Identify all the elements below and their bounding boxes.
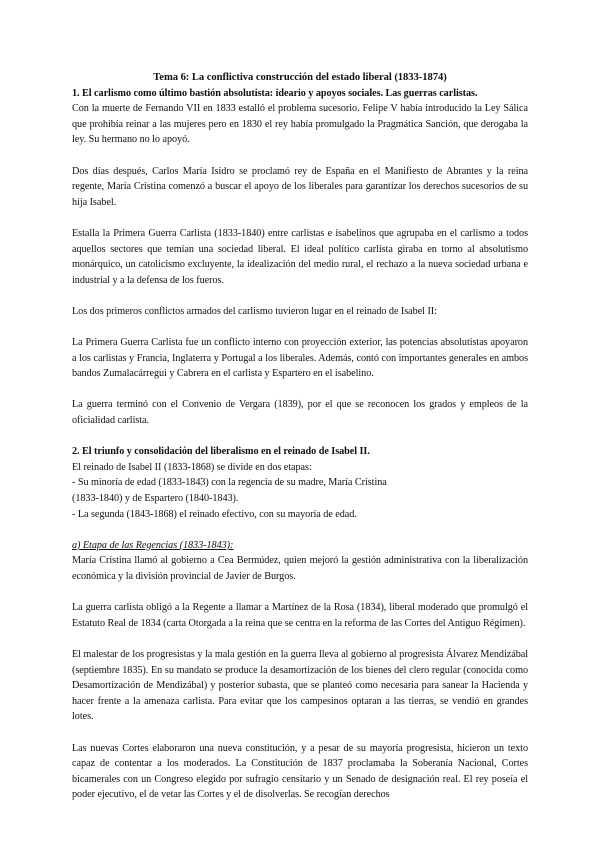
text-line: (1833-1840) y de Espartero (1840-1843). — [72, 493, 239, 505]
paragraph: Dos días después, Carlos María Isidro se proclamó rey de España en el Manifiesto de Abrantes y la reina regente, María Cristina comenzó a buscar el apoyo de los liberales para garantizar los derechos sucesorios de su hija Isabel. — [72, 165, 528, 208]
paragraph: La guerra terminó con el Convenio de Vergara (1839), por el que se reconocen los grados y empleos de la oficialidad carlista. — [72, 399, 528, 427]
section-heading-2: 2. El triunfo y consolidación del liberalismo en el reinado de Isabel II. — [72, 446, 370, 458]
document-title: Tema 6: La conflictiva construcción del estado liberal (1833-1874) — [153, 72, 447, 83]
paragraph: Las nuevas Cortes elaboraron una nueva constitución, y a pesar de su mayoría progresista, hicieron un texto capaz de contentar a los moderados. La Constitución de 1837 proclamaba la Soberanía Nacional, Cortes bicamerales con un Congreso elegido por sufragio censitario y un Senado de designación real. El rey poseía el poder ejecutivo, el de vetar las Cortes y el de disolverlas. Se recogían derechos — [72, 742, 528, 801]
paragraph: La guerra carlista obligó a la Regente a llamar a Martínez de la Rosa (1834), liberal moderado que promulgó el Estatuto Real de 1834 (carta Otorgada a la reina que se centra en la reforma de las Cortes del Antiguo Régimen). — [72, 602, 528, 629]
section-heading-1: 1. El carlismo como último bastión absolutista: ideario y apoyos sociales. Las guerras carlistas. — [72, 87, 478, 99]
paragraph: La Primera Guerra Carlista fue un conflicto interno con proyección exterior, las potencias absolutistas apoyaron a los carlistas y Francia, Inglaterra y Portugal a los liberales. Además, contó con importantes generales en ambos bandos Zumalacárregui y Cabrera en el carlista y Espartero en el isabelino. — [72, 337, 528, 380]
list-item: - La segunda (1843-1868) el reinado efectivo, con su mayoría de edad. — [72, 508, 357, 520]
subsection-heading: a) Etapa de las Regencias (1833-1843): — [72, 539, 234, 551]
list-item: - Su minoría de edad (1833-1843) con la regencia de su madre, María Cristina — [72, 477, 387, 489]
paragraph: Los dos primeros conflictos armados del carlismo tuvieron lugar en el reinado de Isabel II: — [72, 305, 437, 317]
paragraph: Con la muerte de Fernando VII en 1833 estalló el problema sucesorio. Felipe V había introducido la Ley Sálica que prohibía reinar a las mujeres pero en 1830 el rey había promulgado la Pragmática Sanción, que derogaba la ley. Su hermano no lo apoyó. — [72, 103, 528, 146]
paragraph: Estalla la Primera Guerra Carlista (1833-1840) entre carlistas e isabelinos que agrupaba en el carlismo a todos aquellos sectores que temían una sociedad liberal. El ideal político carlista giraba en torno al absolutismo monárquico, un catolicismo excluyente, la idealización del medio rural, el rechazo a la nueva sociedad urbana e industrial y a la defensa de los fueros. — [72, 227, 528, 286]
document-page — [72, 70, 528, 803]
paragraph: El malestar de los progresistas y la mala gestión en la guerra lleva al gobierno al progresista Álvarez Mendizábal (septiembre 1835). En su mandato se produce la desamortización de los bienes del clero regular (conocida como Desamortización de Mendizábal) y posterior subasta, que se planteó como necesaria para sanear la Hacienda y hacer frente a la amenaza carlista. Para evitar que los campesinos optaran a las tierras, se vendió en grandes lotes. — [72, 648, 528, 723]
paragraph: María Cristina llamó al gobierno a Cea Bermúdez, quien mejoró la gestión administrativa con la liberalización económica y la división provincial de Javier de Burgos. — [72, 555, 528, 582]
text-line: El reinado de Isabel II (1833-1868) se divide en dos etapas: — [72, 461, 312, 473]
